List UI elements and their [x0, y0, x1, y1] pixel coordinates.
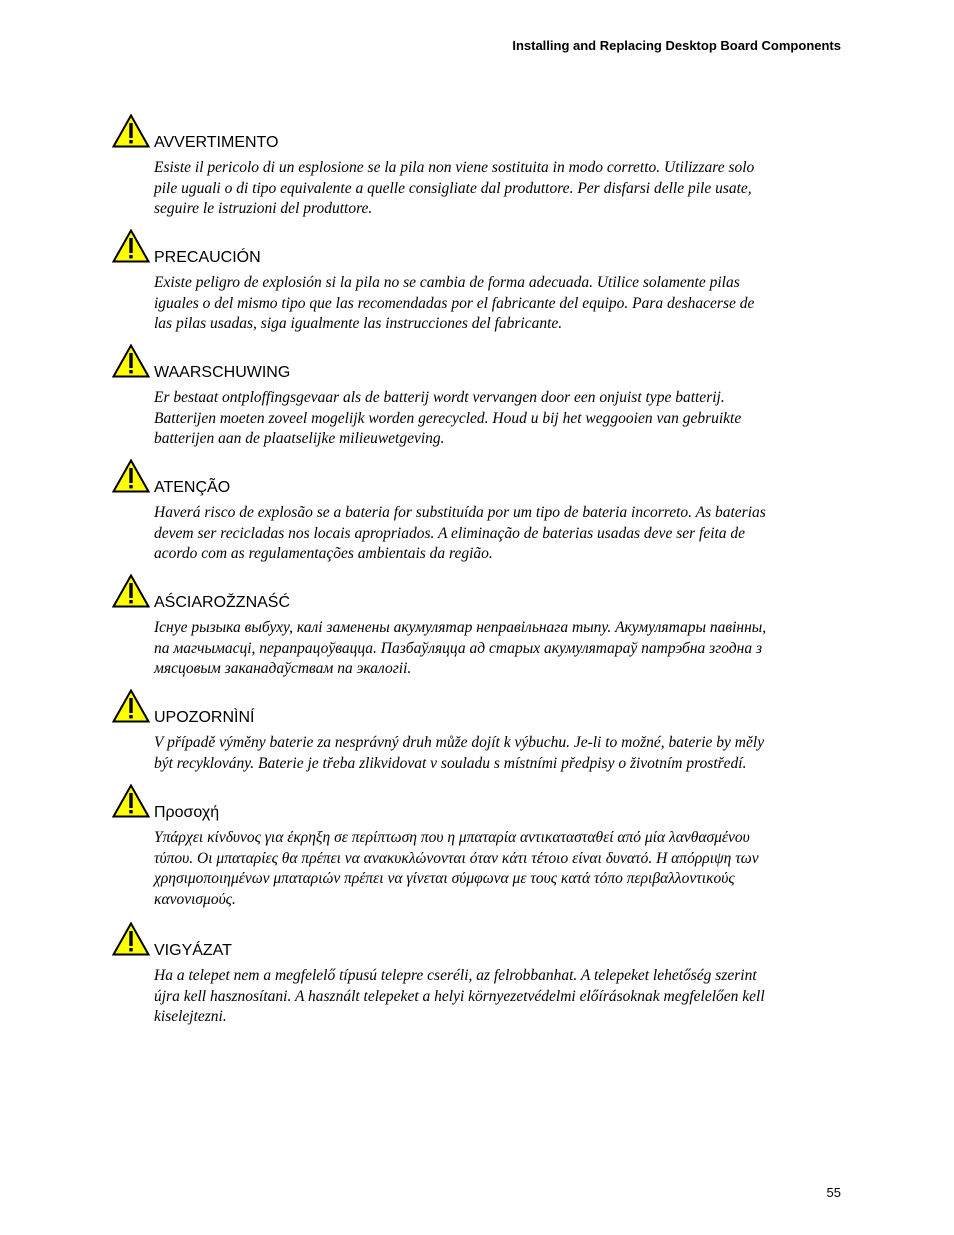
warning-text-line: pile uguali o di tipo equivalente a quelle consigliate dal produttore. Per disfarsi delle pile usate, — [154, 179, 752, 197]
warning-text-line: V případě výměny baterie za nesprávný druh může dojít k výbuchu. Je-li to možné, baterie by měly — [154, 734, 765, 751]
warning-text-line: las pilas usadas, siga igualmente las instrucciones del fabricante. — [154, 315, 563, 332]
warning-text-line: Haverá risco de explosão se a bateria for substituída por um tipo de bateria incorreto. As baterias — [154, 504, 766, 521]
warning-title: PRECAUCIÓN — [154, 249, 261, 266]
warning-title: WAARSCHUWING — [154, 364, 291, 381]
warning-text — [154, 966, 844, 1028]
warning-text-line: Existe peligro de explosión si la pila no se cambia de forma adecuada. Utilice solamente pilas — [154, 274, 740, 291]
warning-text — [154, 273, 844, 335]
warning-triangle-icon — [112, 784, 150, 818]
warning-text-line: acordo com as regulamentações ambientais da região. — [154, 545, 493, 562]
warning-title: AVVERTIMENTO — [154, 134, 279, 151]
warning-text — [154, 828, 844, 910]
warning-text-line: újra kell hasznosítani. A használt telepeket a helyi környezetvédelmi előírásoknak megfelelően kell — [154, 987, 765, 1005]
warning-text — [154, 733, 844, 774]
warning-triangle-icon — [112, 229, 150, 263]
warning-title: Προσοχή — [154, 804, 220, 821]
warning-title: VIGYÁZAT — [154, 942, 232, 959]
warning-text-line: kiselejtezni. — [154, 1008, 227, 1025]
warning-text-line: seguire le istruzioni del produttore. — [154, 200, 373, 217]
warning-text-line: мясцовым заканадаўствам па экалогіі. — [154, 660, 412, 677]
warning-text-line: χρησιμοποιημένων μπαταριών πρέπει να γίνεται σύμφωνα με τους κατά τόπο περιβαλλοντικούς — [154, 870, 735, 887]
warning-triangle-icon — [112, 114, 150, 148]
warning-text-line: τύπου. Οι μπαταρίες θα πρέπει να ανακυκλώνονται όταν κάτι τέτοιο είναι δυνατό. Η απόρριψη των — [154, 849, 759, 867]
warning-text — [154, 503, 844, 565]
warning-text-line: Er bestaat ontploffingsgevaar als de batterij wordt vervangen door een onjuist type batterij. — [154, 389, 725, 406]
warning-text — [154, 388, 844, 450]
warning-text-line: Ha a telepet nem a megfelelő típusú telepre cseréli, az felrobbanhat. A telepeket lehetőség szerint — [154, 967, 757, 984]
warning-triangle-icon — [112, 922, 150, 956]
warning-text-line: Batterijen moeten zoveel mogelijk worden gerecycled. Houd u bij het weggooien van gebruikte — [154, 409, 742, 427]
warning-text-line: κανονισμούς. — [154, 890, 236, 908]
warning-text-line: Існуе рызыка выбуху, калі заменены акумулятар неправільнага тыпу. Акумулятары павінны, — [154, 619, 767, 636]
warning-title: ATENÇÃO — [154, 479, 231, 496]
warning-text-line: па магчымасці, перапрацоўвацца. Пазбаўляцца ад старых акумулятараў патрэбна згодна з — [154, 639, 762, 657]
warning-triangle-icon — [112, 574, 150, 608]
warning-text-line: být recyklovány. Baterie je třeba zlikvidovat v souladu s místními předpisy o životním prostředí. — [154, 754, 747, 772]
warning-triangle-icon — [112, 344, 150, 378]
warning-text-line: batterijen aan de plaatselijke milieuwetgeving. — [154, 430, 445, 447]
running-header: Installing and Replacing Desktop Board Components — [512, 38, 841, 53]
warning-text-line: Υπάρχει κίνδυνος για έκρηξη σε περίπτωση που η μπαταρία αντικατασταθεί από μία λανθασμένου — [154, 829, 750, 846]
warning-triangle-icon — [112, 689, 150, 723]
warning-triangle-icon — [112, 459, 150, 493]
warning-text — [154, 618, 844, 680]
warning-text-line: iguales o del mismo tipo que las recomendadas por el fabricante del equipo. Para deshacerse de — [154, 294, 755, 312]
warning-text-line: devem ser recicladas nos locais apropriados. A eliminação de baterias usadas deve ser feita de — [154, 524, 746, 542]
page-number: 55 — [826, 1185, 841, 1200]
warning-text — [154, 158, 844, 220]
warning-title: AŚCIAROŽZNAŚĆ — [154, 594, 291, 611]
warning-title: UPOZORNÌNÍ — [154, 709, 255, 726]
warning-text-line: Esiste il pericolo di un esplosione se la pila non viene sostituita in modo corretto. Utilizzare solo — [154, 159, 755, 176]
